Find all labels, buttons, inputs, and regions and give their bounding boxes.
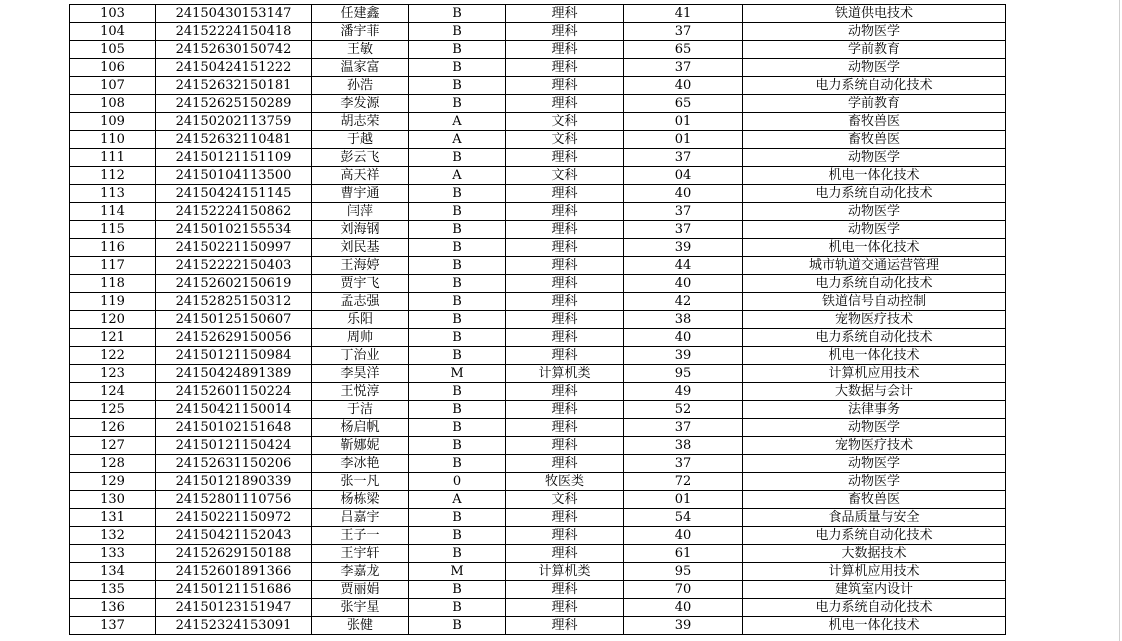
student-name-cell: 张一凡 [312, 473, 409, 491]
row-number-cell: 105 [70, 41, 156, 59]
table-row [70, 509, 1006, 527]
category-code-cell: B [409, 293, 506, 311]
table-row [70, 131, 1006, 149]
exam-id-cell: 24150202113759 [156, 113, 312, 131]
subject-type-cell: 文科 [506, 113, 624, 131]
subject-type-cell: 理科 [506, 239, 624, 257]
row-number-cell: 127 [70, 437, 156, 455]
table-row [70, 77, 1006, 95]
row-number-cell: 128 [70, 455, 156, 473]
major-code-cell: 39 [624, 347, 743, 365]
exam-id-cell: 24152602150619 [156, 275, 312, 293]
major-code-cell: 40 [624, 275, 743, 293]
major-name-cell: 铁道信号自动控制 [743, 293, 1006, 311]
row-number-cell: 122 [70, 347, 156, 365]
category-code-cell: B [409, 275, 506, 293]
category-code-cell: B [409, 77, 506, 95]
student-name-cell: 任建鑫 [312, 5, 409, 23]
row-number-cell: 134 [70, 563, 156, 581]
table-row [70, 617, 1006, 635]
subject-type-cell: 理科 [506, 293, 624, 311]
major-name-cell: 动物医学 [743, 149, 1006, 167]
row-number-cell: 133 [70, 545, 156, 563]
exam-id-cell: 24150424151145 [156, 185, 312, 203]
row-number-cell: 120 [70, 311, 156, 329]
table-row [70, 383, 1006, 401]
major-name-cell: 学前教育 [743, 41, 1006, 59]
row-number-cell: 107 [70, 77, 156, 95]
row-number-cell: 110 [70, 131, 156, 149]
major-name-cell: 畜牧兽医 [743, 491, 1006, 509]
table-row [70, 59, 1006, 77]
table-row [70, 437, 1006, 455]
table-row [70, 527, 1006, 545]
major-code-cell: 42 [624, 293, 743, 311]
subject-type-cell: 文科 [506, 131, 624, 149]
major-name-cell: 宠物医疗技术 [743, 437, 1006, 455]
major-name-cell: 计算机应用技术 [743, 563, 1006, 581]
major-code-cell: 37 [624, 203, 743, 221]
category-code-cell: B [409, 455, 506, 473]
student-name-cell: 王海婷 [312, 257, 409, 275]
major-code-cell: 40 [624, 77, 743, 95]
major-code-cell: 70 [624, 581, 743, 599]
subject-type-cell: 理科 [506, 383, 624, 401]
table-row [70, 581, 1006, 599]
row-number-cell: 116 [70, 239, 156, 257]
table-row [70, 275, 1006, 293]
major-code-cell: 65 [624, 95, 743, 113]
category-code-cell: B [409, 23, 506, 41]
row-number-cell: 114 [70, 203, 156, 221]
student-name-cell: 闫萍 [312, 203, 409, 221]
major-name-cell: 大数据与会计 [743, 383, 1006, 401]
major-name-cell: 电力系统自动化技术 [743, 185, 1006, 203]
student-name-cell: 李嘉龙 [312, 563, 409, 581]
exam-id-cell: 24152825150312 [156, 293, 312, 311]
exam-id-cell: 24152601891366 [156, 563, 312, 581]
table-row [70, 5, 1006, 23]
student-name-cell: 刘民基 [312, 239, 409, 257]
table-row [70, 401, 1006, 419]
student-name-cell: 张宇星 [312, 599, 409, 617]
category-code-cell: B [409, 419, 506, 437]
exam-id-cell: 24152625150289 [156, 95, 312, 113]
table-row [70, 491, 1006, 509]
table-row [70, 473, 1006, 491]
exam-id-cell: 24150221150997 [156, 239, 312, 257]
row-number-cell: 109 [70, 113, 156, 131]
major-code-cell: 40 [624, 329, 743, 347]
row-number-cell: 126 [70, 419, 156, 437]
category-code-cell: B [409, 5, 506, 23]
major-name-cell: 动物医学 [743, 455, 1006, 473]
student-name-cell: 李昊洋 [312, 365, 409, 383]
major-name-cell: 机电一体化技术 [743, 347, 1006, 365]
exam-id-cell: 24150421152043 [156, 527, 312, 545]
major-name-cell: 动物医学 [743, 203, 1006, 221]
major-code-cell: 37 [624, 59, 743, 77]
subject-type-cell: 理科 [506, 149, 624, 167]
major-code-cell: 49 [624, 383, 743, 401]
major-code-cell: 52 [624, 401, 743, 419]
subject-type-cell: 理科 [506, 401, 624, 419]
major-code-cell: 54 [624, 509, 743, 527]
exam-id-cell: 24150102151648 [156, 419, 312, 437]
table-row [70, 203, 1006, 221]
subject-type-cell: 理科 [506, 257, 624, 275]
row-number-cell: 103 [70, 5, 156, 23]
exam-id-cell: 24152224150418 [156, 23, 312, 41]
row-number-cell: 111 [70, 149, 156, 167]
row-number-cell: 118 [70, 275, 156, 293]
exam-id-cell: 24152224150862 [156, 203, 312, 221]
major-name-cell: 动物医学 [743, 419, 1006, 437]
subject-type-cell: 理科 [506, 509, 624, 527]
subject-type-cell: 理科 [506, 59, 624, 77]
exam-id-cell: 24150123151947 [156, 599, 312, 617]
category-code-cell: A [409, 491, 506, 509]
row-number-cell: 129 [70, 473, 156, 491]
student-name-cell: 贾宇飞 [312, 275, 409, 293]
exam-id-cell: 24150102155534 [156, 221, 312, 239]
major-code-cell: 72 [624, 473, 743, 491]
admission-table [69, 4, 1006, 635]
student-name-cell: 曹宇通 [312, 185, 409, 203]
major-name-cell: 食品质量与安全 [743, 509, 1006, 527]
student-name-cell: 杨栋梁 [312, 491, 409, 509]
student-name-cell: 周帅 [312, 329, 409, 347]
category-code-cell: A [409, 131, 506, 149]
major-code-cell: 04 [624, 167, 743, 185]
subject-type-cell: 理科 [506, 311, 624, 329]
major-code-cell: 37 [624, 23, 743, 41]
table-row [70, 95, 1006, 113]
category-code-cell: B [409, 599, 506, 617]
exam-id-cell: 24152629150056 [156, 329, 312, 347]
major-code-cell: 38 [624, 437, 743, 455]
subject-type-cell: 理科 [506, 329, 624, 347]
table-row [70, 419, 1006, 437]
category-code-cell: M [409, 563, 506, 581]
page-edge-divider [1119, 0, 1120, 641]
major-name-cell: 计算机应用技术 [743, 365, 1006, 383]
category-code-cell: B [409, 581, 506, 599]
row-number-cell: 124 [70, 383, 156, 401]
table-body [70, 5, 1006, 635]
subject-type-cell: 理科 [506, 527, 624, 545]
major-code-cell: 37 [624, 419, 743, 437]
major-code-cell: 01 [624, 113, 743, 131]
exam-id-cell: 24152801110756 [156, 491, 312, 509]
major-code-cell: 95 [624, 563, 743, 581]
exam-id-cell: 24150424891389 [156, 365, 312, 383]
exam-id-cell: 24152601150224 [156, 383, 312, 401]
major-name-cell: 畜牧兽医 [743, 131, 1006, 149]
subject-type-cell: 理科 [506, 203, 624, 221]
exam-id-cell: 24152629150188 [156, 545, 312, 563]
subject-type-cell: 理科 [506, 617, 624, 635]
subject-type-cell: 理科 [506, 5, 624, 23]
major-code-cell: 40 [624, 185, 743, 203]
student-name-cell: 刘海钢 [312, 221, 409, 239]
row-number-cell: 123 [70, 365, 156, 383]
exam-id-cell: 24152630150742 [156, 41, 312, 59]
category-code-cell: B [409, 239, 506, 257]
row-number-cell: 125 [70, 401, 156, 419]
subject-type-cell: 理科 [506, 95, 624, 113]
major-name-cell: 机电一体化技术 [743, 167, 1006, 185]
major-code-cell: 39 [624, 239, 743, 257]
category-code-cell: B [409, 347, 506, 365]
major-name-cell: 动物医学 [743, 23, 1006, 41]
subject-type-cell: 理科 [506, 77, 624, 95]
major-name-cell: 机电一体化技术 [743, 239, 1006, 257]
student-name-cell: 丁治业 [312, 347, 409, 365]
student-name-cell: 高天祥 [312, 167, 409, 185]
subject-type-cell: 文科 [506, 491, 624, 509]
student-name-cell: 杨启帆 [312, 419, 409, 437]
student-name-cell: 靳娜妮 [312, 437, 409, 455]
major-code-cell: 40 [624, 527, 743, 545]
subject-type-cell: 理科 [506, 419, 624, 437]
category-code-cell: B [409, 329, 506, 347]
major-name-cell: 动物医学 [743, 59, 1006, 77]
exam-id-cell: 24152632110481 [156, 131, 312, 149]
category-code-cell: B [409, 509, 506, 527]
subject-type-cell: 牧医类 [506, 473, 624, 491]
student-name-cell: 王敏 [312, 41, 409, 59]
subject-type-cell: 理科 [506, 41, 624, 59]
subject-type-cell: 理科 [506, 221, 624, 239]
subject-type-cell: 计算机类 [506, 365, 624, 383]
category-code-cell: B [409, 527, 506, 545]
exam-id-cell: 24150221150972 [156, 509, 312, 527]
major-name-cell: 机电一体化技术 [743, 617, 1006, 635]
exam-id-cell: 24150104113500 [156, 167, 312, 185]
exam-id-cell: 24152632150181 [156, 77, 312, 95]
row-number-cell: 113 [70, 185, 156, 203]
table-row [70, 365, 1006, 383]
row-number-cell: 137 [70, 617, 156, 635]
student-name-cell: 张健 [312, 617, 409, 635]
subject-type-cell: 理科 [506, 23, 624, 41]
category-code-cell: B [409, 95, 506, 113]
category-code-cell: A [409, 113, 506, 131]
row-number-cell: 117 [70, 257, 156, 275]
exam-id-cell: 24150121151109 [156, 149, 312, 167]
student-name-cell: 于洁 [312, 401, 409, 419]
table-row [70, 311, 1006, 329]
student-name-cell: 王子一 [312, 527, 409, 545]
table-row [70, 239, 1006, 257]
major-code-cell: 65 [624, 41, 743, 59]
student-name-cell: 王悦淳 [312, 383, 409, 401]
major-name-cell: 法律事务 [743, 401, 1006, 419]
table-row [70, 149, 1006, 167]
subject-type-cell: 理科 [506, 185, 624, 203]
exam-id-cell: 24152324153091 [156, 617, 312, 635]
major-code-cell: 37 [624, 149, 743, 167]
subject-type-cell: 理科 [506, 599, 624, 617]
subject-type-cell: 理科 [506, 347, 624, 365]
subject-type-cell: 理科 [506, 455, 624, 473]
subject-type-cell: 计算机类 [506, 563, 624, 581]
category-code-cell: B [409, 401, 506, 419]
major-code-cell: 41 [624, 5, 743, 23]
category-code-cell: B [409, 383, 506, 401]
exam-id-cell: 24150121150424 [156, 437, 312, 455]
table-row [70, 167, 1006, 185]
table-row [70, 113, 1006, 131]
table-row [70, 23, 1006, 41]
major-name-cell: 城市轨道交通运营管理 [743, 257, 1006, 275]
major-name-cell: 动物医学 [743, 221, 1006, 239]
student-name-cell: 贾丽娟 [312, 581, 409, 599]
row-number-cell: 135 [70, 581, 156, 599]
student-name-cell: 乐阳 [312, 311, 409, 329]
table-row [70, 599, 1006, 617]
category-code-cell: B [409, 437, 506, 455]
table-row [70, 221, 1006, 239]
major-code-cell: 40 [624, 599, 743, 617]
table-row [70, 347, 1006, 365]
row-number-cell: 112 [70, 167, 156, 185]
subject-type-cell: 理科 [506, 545, 624, 563]
student-name-cell: 于越 [312, 131, 409, 149]
major-name-cell: 畜牧兽医 [743, 113, 1006, 131]
major-code-cell: 61 [624, 545, 743, 563]
category-code-cell: B [409, 617, 506, 635]
subject-type-cell: 理科 [506, 275, 624, 293]
subject-type-cell: 理科 [506, 437, 624, 455]
major-name-cell: 学前教育 [743, 95, 1006, 113]
exam-id-cell: 24152222150403 [156, 257, 312, 275]
row-number-cell: 119 [70, 293, 156, 311]
exam-id-cell: 24150121151686 [156, 581, 312, 599]
row-number-cell: 132 [70, 527, 156, 545]
exam-id-cell: 24150424151222 [156, 59, 312, 77]
student-name-cell: 王宇轩 [312, 545, 409, 563]
table-row [70, 257, 1006, 275]
table-row [70, 545, 1006, 563]
major-code-cell: 37 [624, 455, 743, 473]
category-code-cell: B [409, 185, 506, 203]
major-name-cell: 铁道供电技术 [743, 5, 1006, 23]
table-row [70, 293, 1006, 311]
student-name-cell: 孟志强 [312, 293, 409, 311]
major-code-cell: 39 [624, 617, 743, 635]
category-code-cell: B [409, 203, 506, 221]
category-code-cell: B [409, 41, 506, 59]
table-row [70, 41, 1006, 59]
student-name-cell: 吕嘉宇 [312, 509, 409, 527]
admission-list-sheet [69, 4, 1005, 635]
student-name-cell: 李冰艳 [312, 455, 409, 473]
student-name-cell: 温家富 [312, 59, 409, 77]
table-row [70, 563, 1006, 581]
major-name-cell: 电力系统自动化技术 [743, 275, 1006, 293]
major-name-cell: 电力系统自动化技术 [743, 77, 1006, 95]
major-code-cell: 95 [624, 365, 743, 383]
subject-type-cell: 理科 [506, 581, 624, 599]
student-name-cell: 李发源 [312, 95, 409, 113]
exam-id-cell: 24150125150607 [156, 311, 312, 329]
category-code-cell: M [409, 365, 506, 383]
row-number-cell: 130 [70, 491, 156, 509]
student-name-cell: 彭云飞 [312, 149, 409, 167]
major-name-cell: 建筑室内设计 [743, 581, 1006, 599]
exam-id-cell: 24152631150206 [156, 455, 312, 473]
exam-id-cell: 24150430153147 [156, 5, 312, 23]
student-name-cell: 胡志荣 [312, 113, 409, 131]
exam-id-cell: 24150121150984 [156, 347, 312, 365]
exam-id-cell: 24150421150014 [156, 401, 312, 419]
category-code-cell: B [409, 221, 506, 239]
row-number-cell: 115 [70, 221, 156, 239]
row-number-cell: 121 [70, 329, 156, 347]
category-code-cell: B [409, 257, 506, 275]
row-number-cell: 104 [70, 23, 156, 41]
category-code-cell: B [409, 149, 506, 167]
category-code-cell: B [409, 59, 506, 77]
row-number-cell: 131 [70, 509, 156, 527]
category-code-cell: B [409, 311, 506, 329]
row-number-cell: 136 [70, 599, 156, 617]
major-name-cell: 动物医学 [743, 473, 1006, 491]
major-code-cell: 01 [624, 491, 743, 509]
student-name-cell: 孙浩 [312, 77, 409, 95]
row-number-cell: 106 [70, 59, 156, 77]
row-number-cell: 108 [70, 95, 156, 113]
major-code-cell: 44 [624, 257, 743, 275]
major-name-cell: 电力系统自动化技术 [743, 527, 1006, 545]
table-row [70, 185, 1006, 203]
student-name-cell: 潘宇菲 [312, 23, 409, 41]
category-code-cell: B [409, 545, 506, 563]
table-row [70, 329, 1006, 347]
major-code-cell: 01 [624, 131, 743, 149]
major-code-cell: 37 [624, 221, 743, 239]
category-code-cell: 0 [409, 473, 506, 491]
major-name-cell: 电力系统自动化技术 [743, 329, 1006, 347]
major-name-cell: 电力系统自动化技术 [743, 599, 1006, 617]
exam-id-cell: 24150121890339 [156, 473, 312, 491]
category-code-cell: A [409, 167, 506, 185]
major-name-cell: 大数据技术 [743, 545, 1006, 563]
subject-type-cell: 文科 [506, 167, 624, 185]
major-code-cell: 38 [624, 311, 743, 329]
table-row [70, 455, 1006, 473]
major-name-cell: 宠物医疗技术 [743, 311, 1006, 329]
